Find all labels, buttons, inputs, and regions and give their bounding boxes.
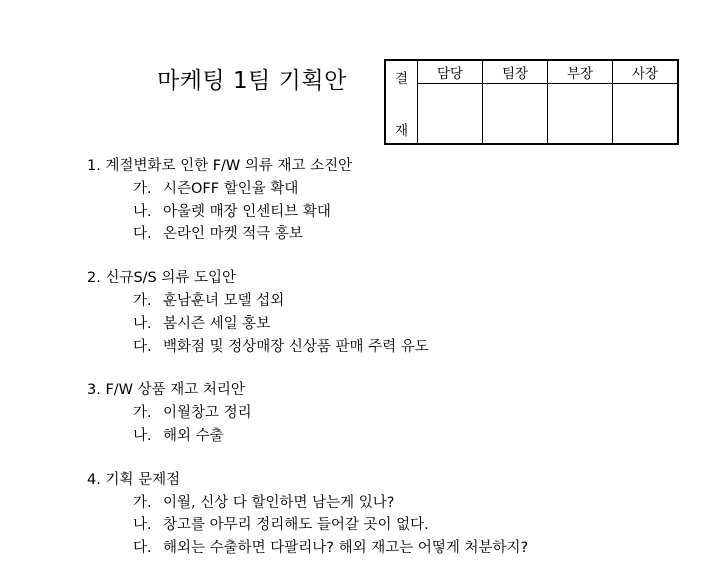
list-item-label: 나. — [133, 517, 152, 534]
approval-signature-cell[interactable] — [483, 84, 548, 145]
list-item-label: 다. — [133, 540, 152, 557]
section — [87, 469, 528, 560]
list-item — [87, 290, 528, 313]
approval-header: 팀장 — [483, 60, 548, 84]
list-item-label: 나. — [133, 427, 152, 444]
list-item-label: 가. — [133, 405, 152, 422]
section — [87, 379, 528, 447]
list-item — [87, 514, 528, 537]
approval-side-top: 결 — [394, 71, 409, 87]
list-item-text: 이월창고 정리 — [163, 405, 252, 422]
list-item-label: 나. — [133, 315, 152, 332]
approval-header: 담당 — [418, 60, 483, 84]
list-item-text: 창고를 아무리 정리해도 들어갈 곳이 없다. — [163, 517, 429, 534]
list-item-label: 다. — [133, 226, 152, 243]
list-item-text: 해외 수출 — [163, 427, 224, 444]
list-item-text: 아울렛 매장 인센티브 확대 — [163, 203, 331, 220]
section — [87, 155, 528, 246]
list-item-label: 나. — [133, 203, 152, 220]
plan-list — [87, 155, 528, 581]
approval-header: 부장 — [548, 60, 613, 84]
list-item-text: 해외는 수출하면 다팔리나? 해외 재고는 어떻게 처분하지? — [163, 540, 529, 557]
list-item — [87, 425, 528, 448]
list-item-text: 백화점 및 정상매장 신상품 판매 주력 유도 — [163, 338, 429, 355]
list-item — [87, 537, 528, 560]
approval-signature-cell[interactable] — [418, 84, 483, 145]
list-item — [87, 336, 528, 359]
section-heading: 1. 계절변화로 인한 F/W 의류 재고 소진안 — [87, 158, 353, 174]
section-heading: 2. 신규S/S 의류 도입안 — [87, 270, 237, 287]
list-item-text: 훈남훈녀 모델 섭외 — [163, 292, 285, 309]
list-item — [87, 178, 528, 201]
list-item — [87, 201, 528, 224]
approval-header: 사장 — [613, 60, 679, 84]
list-item-text: 시즌OFF 할인율 확대 — [163, 180, 299, 197]
approval-table — [384, 59, 679, 145]
list-item-label: 가. — [133, 494, 152, 511]
list-item-label: 가. — [133, 292, 152, 309]
section — [87, 267, 528, 358]
list-item-text: 온라인 마켓 적극 홍보 — [163, 226, 303, 243]
list-item-label: 가. — [133, 180, 152, 197]
list-item — [87, 492, 528, 515]
section-heading: 4. 기획 문제점 — [87, 471, 181, 488]
list-item-text: 이월, 신상 다 할인하면 남는게 있나? — [163, 494, 395, 511]
document-title: 마케팅 1팀 기획안 — [157, 68, 347, 94]
section-heading: 3. F/W 상품 재고 처리안 — [87, 382, 245, 399]
approval-side-label — [385, 60, 418, 144]
list-item — [87, 402, 528, 425]
list-item — [87, 223, 528, 246]
approval-side-bottom: 재 — [394, 123, 409, 139]
approval-signature-cell[interactable] — [548, 84, 613, 145]
approval-signature-cell[interactable] — [613, 84, 679, 145]
list-item-label: 다. — [133, 338, 152, 355]
list-item-text: 봄시즌 세일 홍보 — [163, 315, 271, 332]
list-item — [87, 313, 528, 336]
